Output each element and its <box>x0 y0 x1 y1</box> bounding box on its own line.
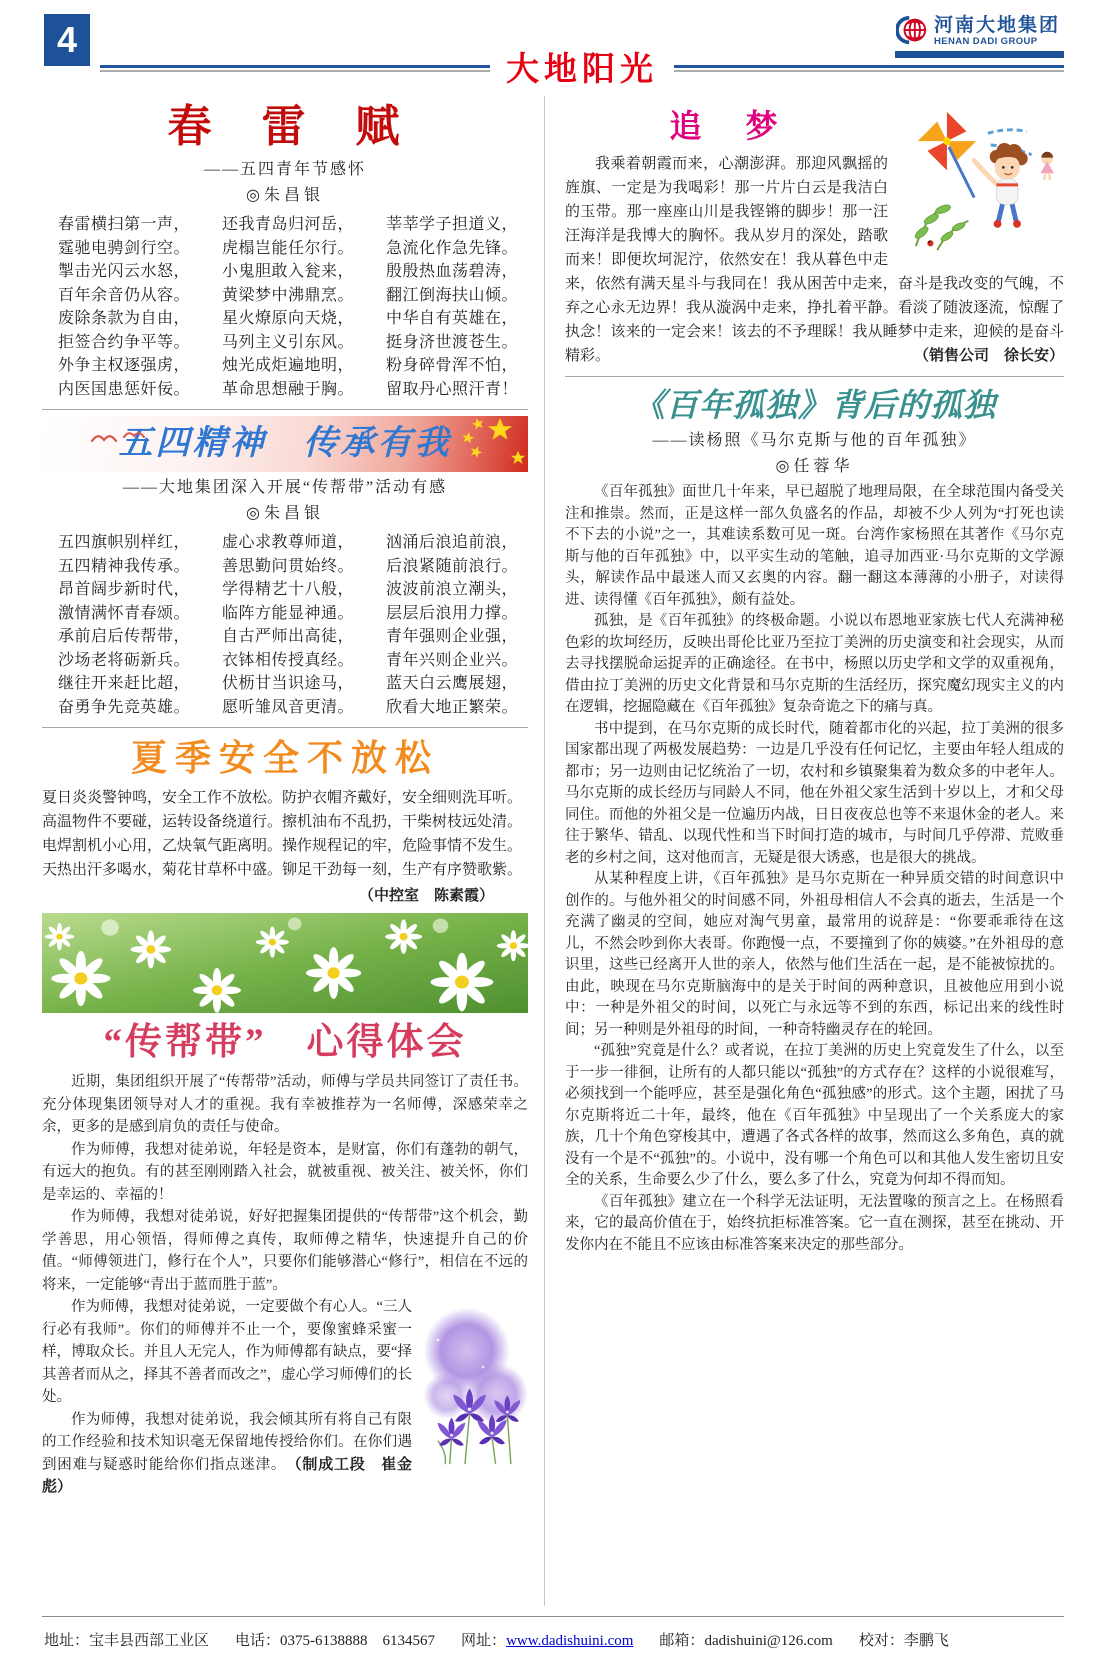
poem-line: 欣看大地正繁荣。 <box>385 698 518 716</box>
section-may-fourth-poem <box>42 416 528 719</box>
safety-line: 夏日炎炎警钟鸣，安全工作不放松。防护衣帽齐戴好，安全细则洗耳听。 <box>42 790 523 806</box>
chasing-dream-signature: （销售公司 徐长安） <box>913 347 1064 364</box>
poem-line: 马列主义引东风。 <box>221 333 354 351</box>
poem-line: 虎榻岂能任尔行。 <box>221 239 354 257</box>
footer-email <box>659 1629 832 1650</box>
page-header <box>42 14 1064 88</box>
poem-line: 青年强则企业强， <box>385 628 518 645</box>
poem-line: 学得精艺十八般， <box>221 581 354 598</box>
may-fourth-subtitle: ——大地集团深入开展“传帮带”活动有感 <box>122 479 448 496</box>
poem-line: 废除条款为自由， <box>58 310 191 327</box>
masthead-title: 大地阳光 <box>506 50 658 87</box>
poem-line: 伏枥甘当识途马， <box>221 675 354 692</box>
mentoring-title: “传帮带” 心得体会 <box>103 1022 467 1063</box>
section-spring-thunder-poem <box>42 102 528 401</box>
poem-line: 春雷横扫第一声， <box>58 216 191 233</box>
paragraph: 作为师傅，我想对徒弟说，一定要做个有心人。“三人行必有我师”。你们的师傅并不止一个，要像蜜蜂采蜜一样，博取众长。并且人无完人，作为师傅都有缺点，要“择其善者而从之，择其不善者而改之”，虚心学习师傅们的长处。 <box>42 1299 412 1405</box>
paragraph: 孤独，是《百年孤独》的终极命题。小说以布恩地亚家族七代人充满神秘色彩的坎坷经历，反映出哥伦比亚乃至拉丁美洲的历史演变和社会现实，从而去寻找摆脱命运捉弄的正确途径。在书中，杨照以历史学和文学的双重视角，借由拉丁美洲的历史文化背景和马尔克斯的生活经历，探究魔幻现实主义的内在逻辑，挖掘隐藏在《百年孤独》复杂奇诡之下的痛与真。 <box>565 613 1064 715</box>
poem-column <box>222 213 354 401</box>
poem-line: 临阵方能显神通。 <box>221 604 354 622</box>
footer-label: 邮箱： <box>659 1633 705 1649</box>
mentoring-body <box>42 1071 528 1499</box>
footer-value: 宝丰县西部工业区 <box>89 1633 210 1649</box>
solitude-body <box>565 482 1064 1256</box>
poem-line: 黄梁梦中沸鼎烹。 <box>221 286 354 304</box>
daisy-photo <box>42 913 528 1013</box>
may-fourth-title: 五四精神 传承有我 <box>118 425 452 462</box>
summer-safety-signature: （中控室 陈素霞） <box>358 887 494 904</box>
section-summer-safety <box>42 736 528 905</box>
pinwheel-kid-illustration <box>898 108 1064 254</box>
poem-column <box>386 213 518 401</box>
poem-line: 还我青岛归河岳， <box>221 216 354 233</box>
poem-line: 层层后浪用力撑。 <box>385 604 518 622</box>
poem-column <box>58 213 190 401</box>
section-divider <box>42 727 528 728</box>
poem-line: 衣钵相传授真经。 <box>221 651 354 669</box>
section-divider <box>565 376 1064 377</box>
poem-line: 革命思想融于胸。 <box>221 380 354 398</box>
footer-label: 校对： <box>858 1633 904 1649</box>
chasing-dream-text: 我乘着朝霞而来，心潮澎湃。那迎风飘摇的旌旗、一定是为我喝彩！那一片片白云是我洁白的玉带。那一座座山川是我铿锵的脚步！那一汪汪海洋是我博大的胸怀。我从岁月的深处，踏歌而来！即便坎坷泥泞，依然安在！我从暮色中走来，依然有满天星斗与我同在！我从困苦中走来，奋斗是我改变的气魄，不弃之心永无边界！我从漩涡中走来，挣扎着平静。看淡了随波逐流，惊醒了执念！该来的一定会来！该去的不予理睬！我从睡梦中走来，迎候的是奋斗精彩。 <box>565 156 1064 364</box>
poem-line: 拒签合约争平等。 <box>58 333 191 351</box>
poem-line: 霆驰电骋剑行空。 <box>58 239 191 257</box>
birds-icon <box>90 428 152 448</box>
spring-thunder-subtitle: ——五四青年节感怀 <box>203 161 366 178</box>
poem-line: 善思勤问贯始终。 <box>221 557 354 575</box>
footer-address <box>44 1629 209 1650</box>
poem-line: 青年兴则企业兴。 <box>385 651 518 669</box>
poem-column <box>58 531 190 719</box>
poem-line: 蓝天白云鹰展翅， <box>385 675 518 692</box>
logo-name-cn: 河南大地集团 <box>933 15 1060 36</box>
header-rule-left <box>100 65 490 73</box>
poem-column <box>386 531 518 719</box>
spring-thunder-verse <box>42 211 528 401</box>
poem-line: 小鬼胆敢入瓮来， <box>221 263 354 280</box>
poem-line: 波波前浪立潮头， <box>385 581 518 598</box>
footer-website <box>461 1629 633 1650</box>
footer-value: 李鹏飞 <box>903 1633 949 1649</box>
page-footer <box>42 1616 1064 1670</box>
poem-line: 挺身济世渡苍生。 <box>385 333 518 351</box>
poem-line: 翻江倒海扶山倾。 <box>385 286 518 304</box>
poem-line: 后浪紧随前浪行。 <box>385 557 518 575</box>
section-chasing-dream <box>565 106 1064 368</box>
spring-thunder-title: 春 雷 赋 <box>167 102 403 151</box>
may-fourth-banner-image <box>42 416 528 472</box>
footer-value: 0375-6138888 6134567 <box>280 1633 436 1649</box>
summer-safety-title: 夏季安全不放松 <box>130 737 439 778</box>
right-column <box>545 96 1064 1606</box>
footer-label: 电话： <box>235 1633 281 1649</box>
safety-line: 高温物件不要碰，运转设备绕道行。擦机油布不乱扔，干柴树枝远处清。 <box>42 814 523 830</box>
poem-line: 粉身碎骨浑不怕， <box>385 357 518 374</box>
poem-line: 虚心求教尊师道， <box>221 534 354 551</box>
chasing-dream-title: 追 梦 <box>669 108 784 144</box>
paragraph: “孤独”究竟是什么？或者说，在拉丁美洲的历史上究竟发生了什么，以至于一步一徘徊，让所有的人都只能以“孤独”的方式存在？这样的小说很难写，必须找到一个能呼应，甚至是强化角色“孤独感”的形式。这个主题，困扰了马尔克斯将近二十年，最终，他在《百年孤独》中呈现出了一个关系庞大的家族，几十个角色穿梭其中，遭遇了各式各样的故事，然而这么多角色，真的就没有一个是不“孤独”的。小说中，没有哪一个角色可以和其他人发生密切且安全的关系，生命要么少了什么，要么多了什么，究竟为何却不得而知。 <box>565 1043 1064 1188</box>
footer-phone <box>235 1629 435 1650</box>
masthead-row <box>100 50 1064 88</box>
footer-proofreader <box>859 1629 949 1650</box>
poem-line: 昂首阔步新时代， <box>58 581 191 598</box>
poem-line: 激情满怀青春颂。 <box>58 604 191 622</box>
may-fourth-author: ◎朱昌银 <box>246 505 324 522</box>
section-solitude-review <box>565 385 1064 1256</box>
page-number: 4 <box>44 14 90 66</box>
spring-thunder-author: ◎朱昌银 <box>246 187 324 204</box>
poem-line: 外争主权逐强虏， <box>58 357 191 374</box>
poem-line: 殷殷热血荡碧涛， <box>385 263 518 280</box>
header-rule-right <box>674 65 1064 73</box>
solitude-subtitle: ——读杨照《马尔克斯与他的百年孤独》 <box>652 432 977 449</box>
logo-text <box>934 15 1060 48</box>
paragraph: 《百年孤独》面世几十年来，早已超脱了地理局限，在全球范围内备受关注和推崇。然而，正是这样一部久负盛名的作品，却被不少人列为“打死也读不下去的小说”之一，其难读系数可见一斑。台湾作家杨照在其著作《马尔克斯与他的百年孤独》中，以平实生动的笔触，追寻加西亚·马尔克斯的文学源头，解读作品中最迷人而又玄奥的内容。翻一翻这本薄薄的小册子，对读得进、读得懂《百年孤独》，颇有益处。 <box>565 484 1064 608</box>
paragraph: 从某种程度上讲，《百年孤独》是马尔克斯在一种异质交错的时间意识中创作的。与他外祖父的时间感不同，外祖母相信人不会真的逝去，生活是一个充满了幽灵的空间，她应对淘气男童，最常用的说辞是：“你要乖乖待在这儿，不然会吵到你大表哥。你跑慢一点，不要撞到了你的姨婆。”在外祖母的意识里，这些已经离开人世的亲人，依然与他们生活在一起，是不能被惊扰的。由此，映现在马尔克斯脑海中的是关于时间的两种意识，且被他应用到小说中：一种是外祖父的时间，以死亡与永远等不到的东西，标记出来的线性时间；另一种则是外祖母的时间，一种奇特幽灵存在的轮回。 <box>565 871 1064 1038</box>
summer-safety-text <box>42 786 528 882</box>
poem-line: 留取丹心照汗青！ <box>385 380 518 398</box>
poem-line: 烛光成炬遍地明， <box>221 357 354 374</box>
paragraph: 《百年孤独》建立在一个科学无法证明，无法置喙的预言之上。在杨照看来，它的最高价值在于，始终抗拒标准答案。它一直在测探，甚至在挑动、开发你内在不能且不应该由标准答案来决定的那些部分。 <box>565 1193 1064 1253</box>
section-mentoring-reflections <box>42 1021 528 1499</box>
safety-line: 天热出汗多喝水，菊花甘草杯中盛。铆足干劲每一刻，生产有序赞歌紫。 <box>42 862 523 878</box>
poem-line: 五四旗帜别样红， <box>58 534 191 551</box>
website-link[interactable]: www.dadishuini.com <box>506 1633 634 1649</box>
poem-line: 百年余音仍从容。 <box>58 286 191 304</box>
paragraph: 近期，集团组织开展了“传帮带”活动，师傅与学员共同签订了责任书。充分体现集团领导对人才的重视。我有幸被推荐为一名师傅，深感荣幸之余，更多的是感到肩负的责任与使命。 <box>42 1074 528 1135</box>
poem-line: 内医国患惩奸佞。 <box>58 380 191 398</box>
poem-line: 承前启后传帮带， <box>58 628 191 645</box>
poem-line: 自古严师出高徒， <box>221 628 354 645</box>
poem-line: 沙场老将砺新兵。 <box>58 651 191 669</box>
mentoring-paragraphs <box>42 1071 528 1296</box>
footer-label: 地址： <box>44 1633 90 1649</box>
poem-line: 奋勇争先竞英雄。 <box>58 698 191 716</box>
logo-name-en: HENAN DADI GROUP <box>933 36 1038 47</box>
left-column <box>42 96 544 1606</box>
page-columns <box>42 96 1064 1606</box>
flag-stars-icon <box>436 416 528 472</box>
solitude-title: 《百年孤独》背后的孤独 <box>632 387 996 423</box>
poem-line: 掣击光闪云水怒， <box>58 263 191 280</box>
poem-line: 汹涌后浪追前浪， <box>385 534 518 551</box>
may-fourth-verse <box>42 529 528 719</box>
mentoring-last-paragraph: 作为师傅，我想对徒弟说，我会倾其所有将自己有限的工作经验和技术知识毫无保留地传授给你们。在你们遇到困难与疑惑时能给你们指点迷津。 <box>42 1411 412 1473</box>
poem-line: 中华自有英雄在， <box>385 310 518 327</box>
poem-line: 愿听雏凤音更清。 <box>221 698 354 716</box>
footer-value: dadishuini@126.com <box>704 1633 833 1649</box>
safety-line: 电焊割机小心用，乙炔氧气距离明。操作规程记的牢，危险事情不发生。 <box>42 838 523 854</box>
globe-icon <box>896 15 928 45</box>
poem-line: 莘莘学子担道义， <box>385 216 518 233</box>
paragraph: 书中提到，在马尔克斯的成长时代，随着都市化的兴起，拉丁美洲的很多国家都出现了两极发展趋势：一边是几乎没有任何记忆，主要由年轻人组成的都市；另一边则由记忆统治了一切，农村和乡镇聚集着为数众多的中老年人。马尔克斯的成长经历与同龄人不同，他在外祖父家生活到十岁以上，才和父母同住。而他的外祖父是一位遍历内战，日日夜夜总也等不来退休金的老人。来往于繁华、错乱、以现代性和当下时间打造的城市，与时间几乎停滞、荒败垂老的乡村之间，这对他而言，无疑是很大诱惑，也是很大的挑战。 <box>565 720 1064 866</box>
purple-flower-illustration <box>420 1300 528 1470</box>
paragraph: 作为师傅，我想对徒弟说，好好把握集团提供的“传帮带”这个机会，勤学善思，用心领悟，得师傅之真传，取师傅之精华，快速提升自己的价值。“师傅领进门，修行在个人”，只要你们能够潜心“修行”，相信在不远的将来，一定能够“青出于蓝而胜于蓝”。 <box>42 1209 528 1293</box>
paragraph: 作为师傅，我想对徒弟说，年轻是资本，是财富，你们有蓬勃的朝气，有远大的抱负。有的甚至刚刚踏入社会，就被重视、被关注、被关怀，你们是幸运的、幸福的！ <box>42 1141 528 1203</box>
poem-line: 急流化作急先锋。 <box>385 239 518 257</box>
mentoring-signature: （制成工段 崔金彪） <box>42 1455 412 1495</box>
solitude-author: ◎任蓉华 <box>775 458 854 475</box>
poem-line: 五四精神我传承。 <box>58 557 191 575</box>
footer-label: 网址： <box>461 1633 507 1649</box>
poem-line: 星火燎原向天烧， <box>221 310 354 327</box>
poem-line: 继往开来赶比超， <box>58 675 191 692</box>
section-divider <box>42 409 528 410</box>
poem-column <box>222 531 354 719</box>
